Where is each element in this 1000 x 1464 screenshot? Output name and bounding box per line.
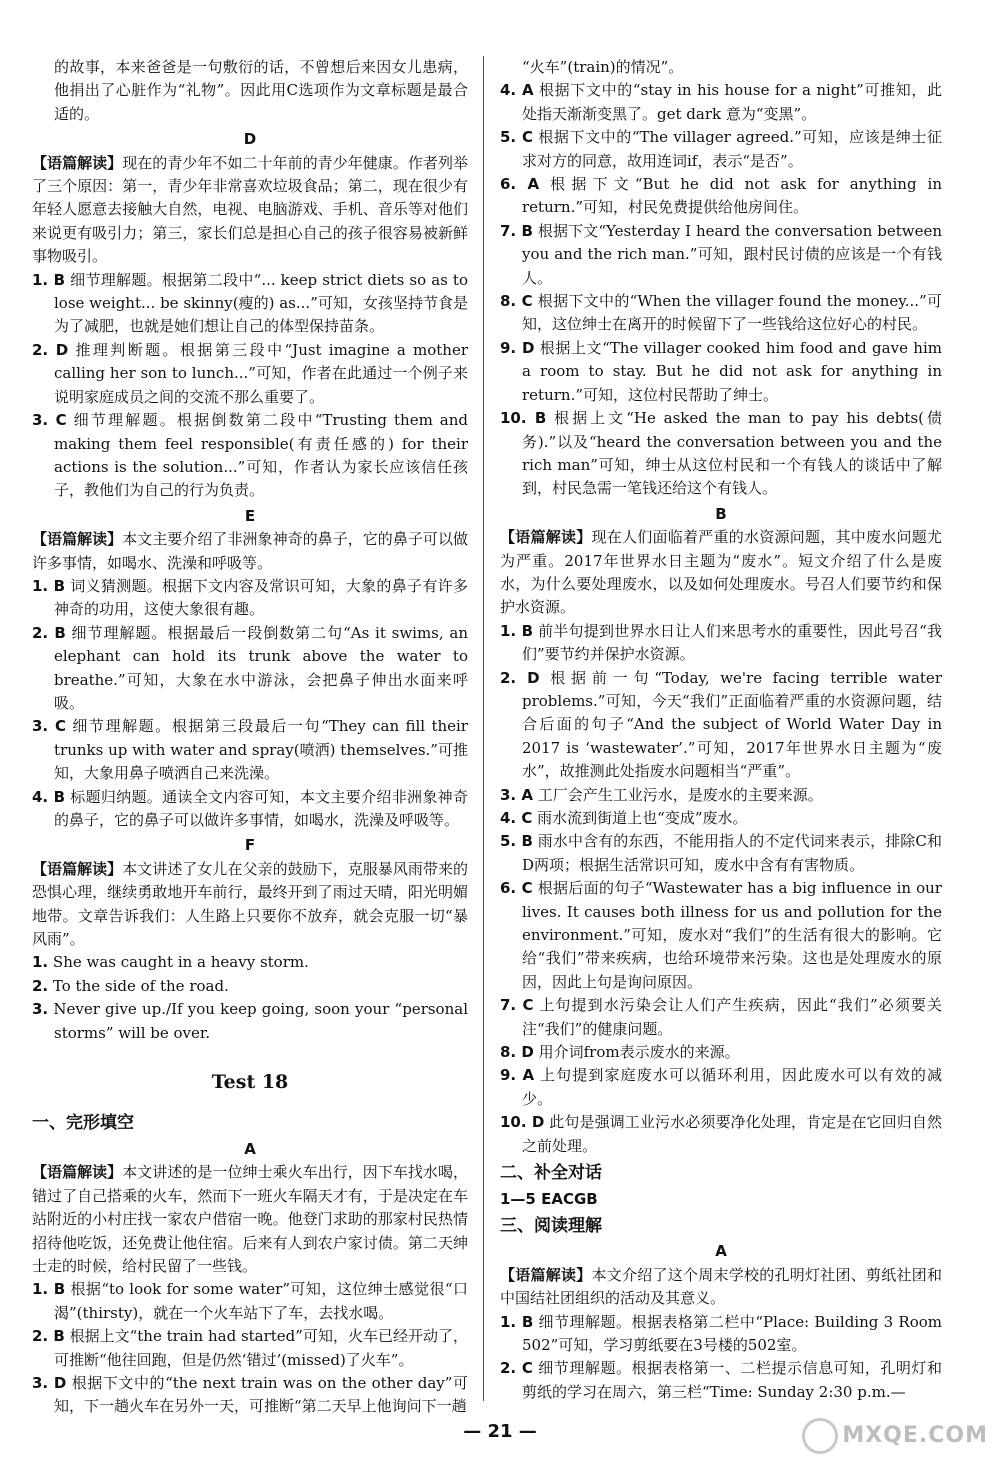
item-text: Never give up./If you keep going, soon your “personal storms” will be over. bbox=[53, 1000, 468, 1042]
item-text: 雨水中含有的东西，不能用指人的不定代词来表示，排除C和D两项；根据生活常识可知，废水中含有有害物质。 bbox=[522, 832, 942, 874]
right-column bbox=[500, 56, 942, 1404]
watermark-circle-icon bbox=[802, 1418, 838, 1454]
item-number: 2. D bbox=[500, 668, 540, 687]
list-item bbox=[500, 830, 942, 877]
item-number: 3. bbox=[32, 1000, 49, 1019]
item-text: To the side of the road. bbox=[52, 976, 229, 995]
watermark-logo bbox=[802, 1418, 988, 1454]
section-title-e: E bbox=[244, 506, 256, 525]
analysis-cloze-b bbox=[500, 526, 942, 620]
item-number: 6. A bbox=[500, 175, 540, 194]
item-text: 此句是强调工业污水必须要净化处理，肯定是在它回归自然之前处理。 bbox=[522, 1113, 942, 1155]
part-heading-cloze: 一、完形填空 bbox=[32, 1113, 134, 1134]
item-number: 10. B bbox=[500, 409, 547, 428]
analysis-tag: 【语篇解读】 bbox=[32, 1163, 123, 1182]
item-number: 1. B bbox=[32, 270, 66, 289]
item-number: 4. B bbox=[32, 787, 66, 806]
item-number: 1. bbox=[32, 953, 49, 972]
analysis-tag: 【语篇解读】 bbox=[500, 528, 592, 547]
analysis-tag: 【语篇解读】 bbox=[32, 530, 123, 549]
item-text: 上句提到家庭废水可以循环利用，因此废水可以有效的减少。 bbox=[522, 1066, 942, 1108]
list-item bbox=[32, 786, 468, 833]
part-heading-dialogue: 二、补全对话 bbox=[500, 1163, 602, 1184]
list-item bbox=[32, 975, 468, 998]
page-number: — 21 — bbox=[463, 1421, 537, 1442]
part-heading-reading: 三、阅读理解 bbox=[500, 1215, 602, 1236]
item-text: 词义猜测题。根据下文内容及常识可知，大象的鼻子有许多神奇的功用，这使大象很有趣。 bbox=[54, 576, 468, 619]
list-item bbox=[500, 337, 942, 407]
test-title: Test 18 bbox=[211, 1071, 289, 1094]
item-text: 根据下文中的“stay in his house for a night”可推知，此处指天渐渐变黑了。get dark 意为“变黑”。 bbox=[522, 81, 942, 123]
item-number: 2. D bbox=[32, 340, 69, 359]
list-item bbox=[500, 79, 942, 126]
analysis-text: 现在人们面临着严重的水资源问题，其中废水问题尤为严重。2017年世界水日主题为“废水”。短文介绍了什么是废水，为什么要处理废水，以及如何处理废水。号召人们要节约和保护水资源。 bbox=[500, 528, 942, 617]
analysis-text: 本文主要介绍了非洲象神奇的鼻子，它的鼻子可以做许多事情，如喝水、洗澡和呼吸等。 bbox=[32, 530, 468, 572]
item-text: 上句提到水污染会让人们产生疾病，因此“我们”必须要关注“我们”的健康问题。 bbox=[522, 996, 942, 1038]
item-number: 3. C bbox=[32, 717, 66, 736]
list-item bbox=[32, 951, 468, 974]
list-item bbox=[32, 339, 468, 409]
list-item bbox=[500, 994, 942, 1041]
item-number: 5. C bbox=[500, 128, 533, 147]
list-item bbox=[500, 1111, 942, 1158]
item-text: 前半句提到世界水日让人们来思考水的重要性，因此号召“我们”要节约并保护水资源。 bbox=[522, 621, 943, 664]
item-number: 8. C bbox=[500, 292, 533, 311]
list-item bbox=[500, 1064, 942, 1111]
item-text: 工厂会产生工业污水，是废水的主要来源。 bbox=[537, 785, 823, 804]
item-text: 根据下文中的“When the villager found the money...”可知，这位绅士在离开的时候留下了一些钱给这位好心的村民。 bbox=[522, 292, 942, 334]
item-text: She was caught in a heavy storm. bbox=[52, 953, 309, 972]
item-number: 2. B bbox=[32, 1327, 65, 1346]
list-item bbox=[500, 173, 942, 220]
intro-paragraph: 的故事，本来爸爸是一句敷衍的话，不曾想后来因女儿患病，他捐出了心脏作为“礼物”。因此用C选项作为文章标题是最合适的。 bbox=[54, 58, 468, 123]
item-number: 2. B bbox=[32, 623, 66, 642]
list-item bbox=[32, 715, 468, 785]
left-column bbox=[32, 56, 468, 1419]
item-number: 4. C bbox=[500, 809, 533, 827]
item-text: 根据后面的句子“Wastewater has a big influence in our lives. It causes both illness for us and pollution for the environment.”可知，废水对“我们”的生活有很大的影响。它给“我们”带来疾病，也给环境带来污染。这也是处理废水的原因，因此上句是询问原因。 bbox=[522, 879, 942, 991]
analysis-text: 现在的青少年不如二十年前的青少年健康。作者列举了三个原因：第一，青少年非常喜欢垃圾食品；第二，现在很少有年轻人愿意去接触大自然，电视、电脑游戏、手机、音乐等对他们来说更有吸引力；第三，家长们总是担心自己的孩子很容易被新鲜事物吸引。 bbox=[32, 153, 468, 266]
list-item bbox=[500, 290, 942, 337]
dialogue-answers: 1—5 EACGB bbox=[500, 1189, 598, 1208]
list-item bbox=[500, 1041, 942, 1064]
continued-text: “火车”(train)的情况”。 bbox=[522, 58, 684, 76]
section-title-d: D bbox=[243, 130, 257, 149]
list-item bbox=[32, 1325, 468, 1372]
item-text: 根据上文“The villager cooked him food and gave him a room to stay. But he did not ask for anything in return.”可知，这位村民帮助了绅士。 bbox=[522, 338, 942, 404]
list-item bbox=[32, 622, 468, 716]
item-number: 1. B bbox=[32, 1280, 66, 1299]
item-number: 6. C bbox=[500, 879, 533, 898]
analysis-tag: 【语篇解读】 bbox=[32, 153, 123, 172]
item-text: 根据“to look for some water”可知，这位绅士感觉很“口渴”(thirsty)，就在一个火车站下了车，去找水喝。 bbox=[54, 1280, 468, 1322]
item-text: 根据下文“But he did not ask for anything in return.”可知，村民免费提供给他房间住。 bbox=[522, 175, 942, 217]
analysis-text: 本文讲述了女儿在父亲的鼓励下，克服暴风雨带来的恐惧心理，继续勇敢地开车前行，最终开到了雨过天晴，阳光明媚地带。文章告诉我们：人生路上只要你不放弃，就会克服一切“暴风雨”。 bbox=[32, 859, 468, 949]
item-number: 9. A bbox=[500, 1066, 535, 1085]
list-item bbox=[32, 269, 468, 339]
list-item bbox=[32, 575, 468, 622]
item-number: 7. C bbox=[500, 996, 534, 1015]
list-item bbox=[500, 807, 942, 830]
item-number: 5. B bbox=[500, 832, 533, 851]
item-text: 根据下文“Yesterday I heard the conversation between you and the rich man.”可知，跟村民讨债的应该是一个有钱人。 bbox=[522, 221, 942, 287]
list-item bbox=[500, 220, 942, 290]
item-number: 2. C bbox=[500, 1359, 533, 1378]
column-divider bbox=[483, 56, 484, 1401]
analysis-reading-a bbox=[500, 1264, 942, 1311]
section-title-b: B bbox=[715, 504, 727, 523]
list-item bbox=[500, 667, 942, 784]
item-text: 推理判断题。根据第三段中“Just imagine a mother calling her son to lunch...”可知，作者在此通过一个例子来说明家庭成员之间的交流不那么重要了。 bbox=[54, 340, 468, 406]
list-item bbox=[500, 784, 942, 807]
item-number: 3. A bbox=[500, 785, 533, 804]
list-item bbox=[500, 407, 942, 501]
analysis-d bbox=[32, 152, 468, 269]
list-item bbox=[500, 1357, 942, 1404]
analysis-text: 本文讲述的是一位绅士乘火车出行，因下车找水喝，错过了自己搭乘的火车，然而下一班火车隔天才有，于是决定在车站附近的小村庄找一家农户借宿一晚。他登门求助的那家村民热情招待他吃饭，还免费让他住宿。后来有人到农户家讨债。第二天绅士走的时候，给村民留了一些钱。 bbox=[32, 1163, 468, 1275]
item-text: 细节理解题。根据最后一段倒数第二句“As it swims, an elephant can hold its trunk above the water to breathe.”可知，大象在水中游泳，会把鼻子伸出水面来呼吸。 bbox=[54, 623, 468, 712]
item-number: 4. A bbox=[500, 81, 534, 100]
list-item bbox=[500, 126, 942, 173]
section-title-reading-a: A bbox=[715, 1242, 727, 1261]
item-text: 用介词from表示废水的来源。 bbox=[538, 1043, 740, 1062]
item-text: 细节理解题。根据倒数第二段中“Trusting them and making them feel responsible(有责任感的) for their actions is the solution...”可知，作者认为家长应该信任孩子，教他们为自己的行为负责。 bbox=[54, 411, 468, 500]
item-text: 根据下文中的“The villager agreed.”可知，应该是绅士征求对方的同意，故用连词if，表示“是否”。 bbox=[522, 128, 942, 170]
item-text: 雨水流到街道上也“变成”废水。 bbox=[537, 809, 748, 827]
list-item bbox=[500, 620, 942, 667]
item-text: 细节理解题。根据表格第一、二栏提示信息可知，孔明灯和剪纸的学习在周六，第三栏“Time: Sunday 2:30 p.m.— bbox=[522, 1359, 942, 1401]
list-item bbox=[500, 877, 942, 994]
item-text: 细节理解题。根据第二段中“... keep strict diets so as to lose weight... be skinny(瘦的) as...”可知，女孩坚持节食是为了减肥，也就是她们想让自己的体型保持苗条。 bbox=[54, 270, 468, 336]
list-item bbox=[32, 998, 468, 1045]
item-text: 根据上文“He asked the man to pay his debts(债务).”以及“heard the conversation between you and the rich man”可知，绅士从这位村民和一个有钱人的谈话中了解到，村民急需一笔钱还给这个有钱人。 bbox=[522, 409, 942, 498]
item-number: 8. D bbox=[500, 1043, 534, 1062]
section-title-a: A bbox=[244, 1139, 256, 1158]
analysis-cloze-a bbox=[32, 1161, 468, 1278]
item-text: 细节理解题。根据表格第二栏中“Place: Building 3 Room 502”可知，学习剪纸要在3号楼的502室。 bbox=[522, 1312, 942, 1354]
watermark-text: MXQE.COM bbox=[842, 1423, 988, 1448]
list-item bbox=[32, 1372, 468, 1419]
analysis-f bbox=[32, 858, 468, 952]
item-text: 根据上文“the train had started”可知，火车已经开动了，可推断“他往回跑，但是仍然‘错过’(missed)了火车”。 bbox=[54, 1327, 468, 1369]
item-number: 1. B bbox=[32, 576, 66, 595]
item-text: 根据下文中的“the next train was on the other day”可知，下一趟火车在另外一天，可推断“第二天早上他询问下一趟 bbox=[54, 1373, 468, 1416]
item-number: 1. B bbox=[500, 621, 534, 640]
item-text: 标题归纳题。通读全文内容可知，本文主要介绍非洲象神奇的鼻子，它的鼻子可以做许多事情，如喝水，洗澡及呼吸等。 bbox=[54, 787, 468, 829]
analysis-tag: 【语篇解读】 bbox=[32, 859, 123, 878]
item-number: 10. D bbox=[500, 1113, 545, 1132]
item-number: 2. bbox=[32, 976, 49, 995]
analysis-e bbox=[32, 528, 468, 575]
analysis-text: 本文介绍了这个周末学校的孔明灯社团、剪纸社团和中国结社团组织的活动及其意义。 bbox=[500, 1265, 942, 1308]
item-number: 9. D bbox=[500, 338, 535, 357]
list-item bbox=[32, 409, 468, 503]
item-text: 根据前一句“Today, we're facing terrible water problems.”可知，今天“我们”正面临着严重的水资源问题，结合后面的句子“And the subject of World Water Day in 2017 is ‘wastewater’.”可知，2017年世界水日主题为“废水”，故推测此处指废水问题相当“严重”。 bbox=[522, 668, 942, 781]
item-number: 3. C bbox=[32, 411, 67, 430]
analysis-tag: 【语篇解读】 bbox=[500, 1265, 592, 1284]
item-number: 1. B bbox=[500, 1312, 534, 1331]
item-number: 7. B bbox=[500, 221, 533, 240]
item-text: 细节理解题。根据第三段最后一句“They can fill their trunks up with water and spray(喷洒) themselves.”可推知，大象用鼻子喷洒自己来洗澡。 bbox=[54, 717, 468, 783]
list-item bbox=[32, 1278, 468, 1325]
list-item bbox=[500, 1311, 942, 1358]
item-number: 3. D bbox=[32, 1373, 67, 1392]
section-title-f: F bbox=[244, 836, 256, 855]
